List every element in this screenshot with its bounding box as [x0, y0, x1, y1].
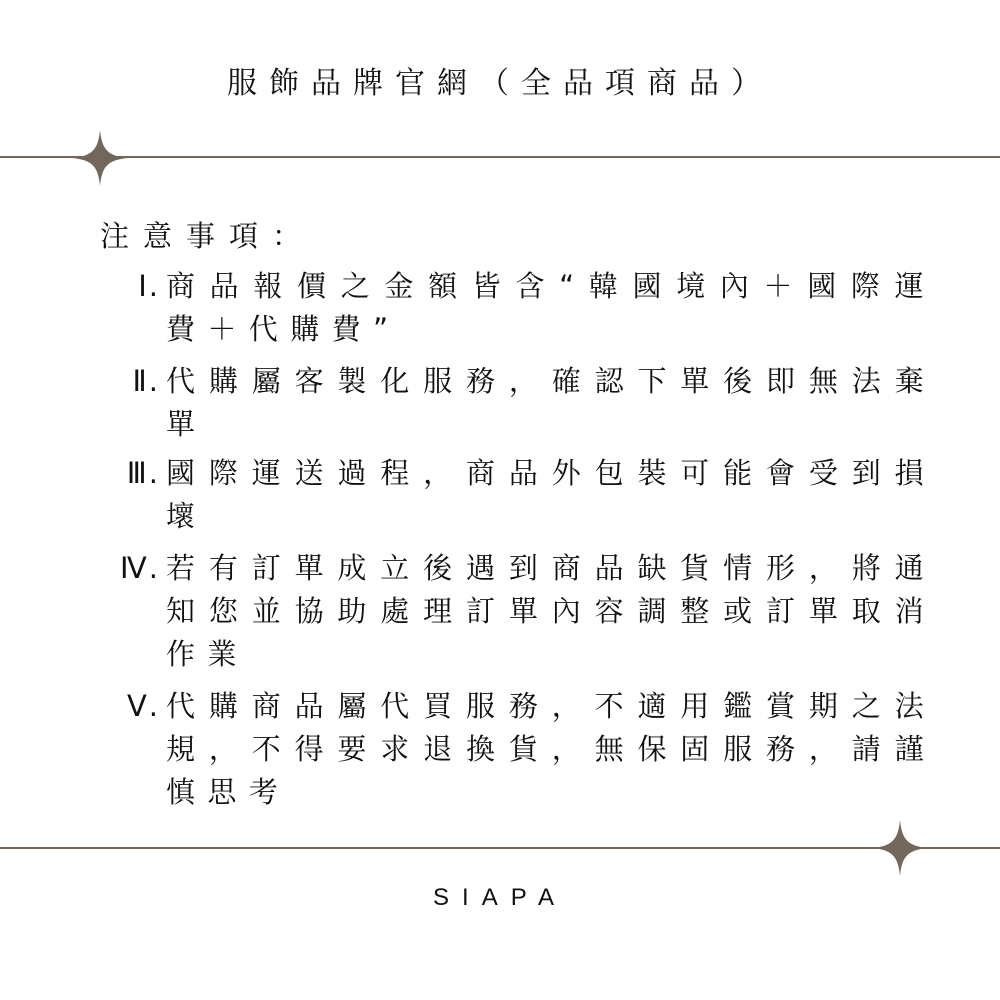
item-text: 代購屬客製化服務，確認下單後即無法棄單 [166, 364, 936, 441]
item-number: Ⅱ. [132, 364, 160, 398]
item-text: 國際運送過程，商品外包裝可能會受到損壞 [166, 456, 936, 533]
item-number: Ⅲ. [126, 456, 160, 490]
item-text: 代購商品屬代買服務，不適用鑑賞期之法規，不得要求退換貨，無保固服務，請謹慎思考 [166, 689, 936, 809]
item-number: Ⅰ. [138, 269, 160, 303]
item-number: Ⅳ. [120, 551, 160, 585]
item-number: Ⅴ. [126, 689, 160, 723]
sparkle-icon [70, 128, 130, 188]
notice-heading: 注意事項： [100, 219, 316, 253]
bottom-divider [0, 847, 1000, 849]
sparkle-icon [870, 818, 930, 878]
page-title: 服飾品牌官網（全品項商品） [227, 66, 773, 101]
brand-footer: SIAPA [433, 884, 567, 911]
item-text: 商品報價之金額皆含“韓國境內＋國際運費＋代購費” [166, 269, 936, 346]
item-text: 若有訂單成立後遇到商品缺貨情形，將通知您並協助處理訂單內容調整或訂單取消作業 [166, 551, 936, 671]
top-divider [0, 156, 1000, 158]
